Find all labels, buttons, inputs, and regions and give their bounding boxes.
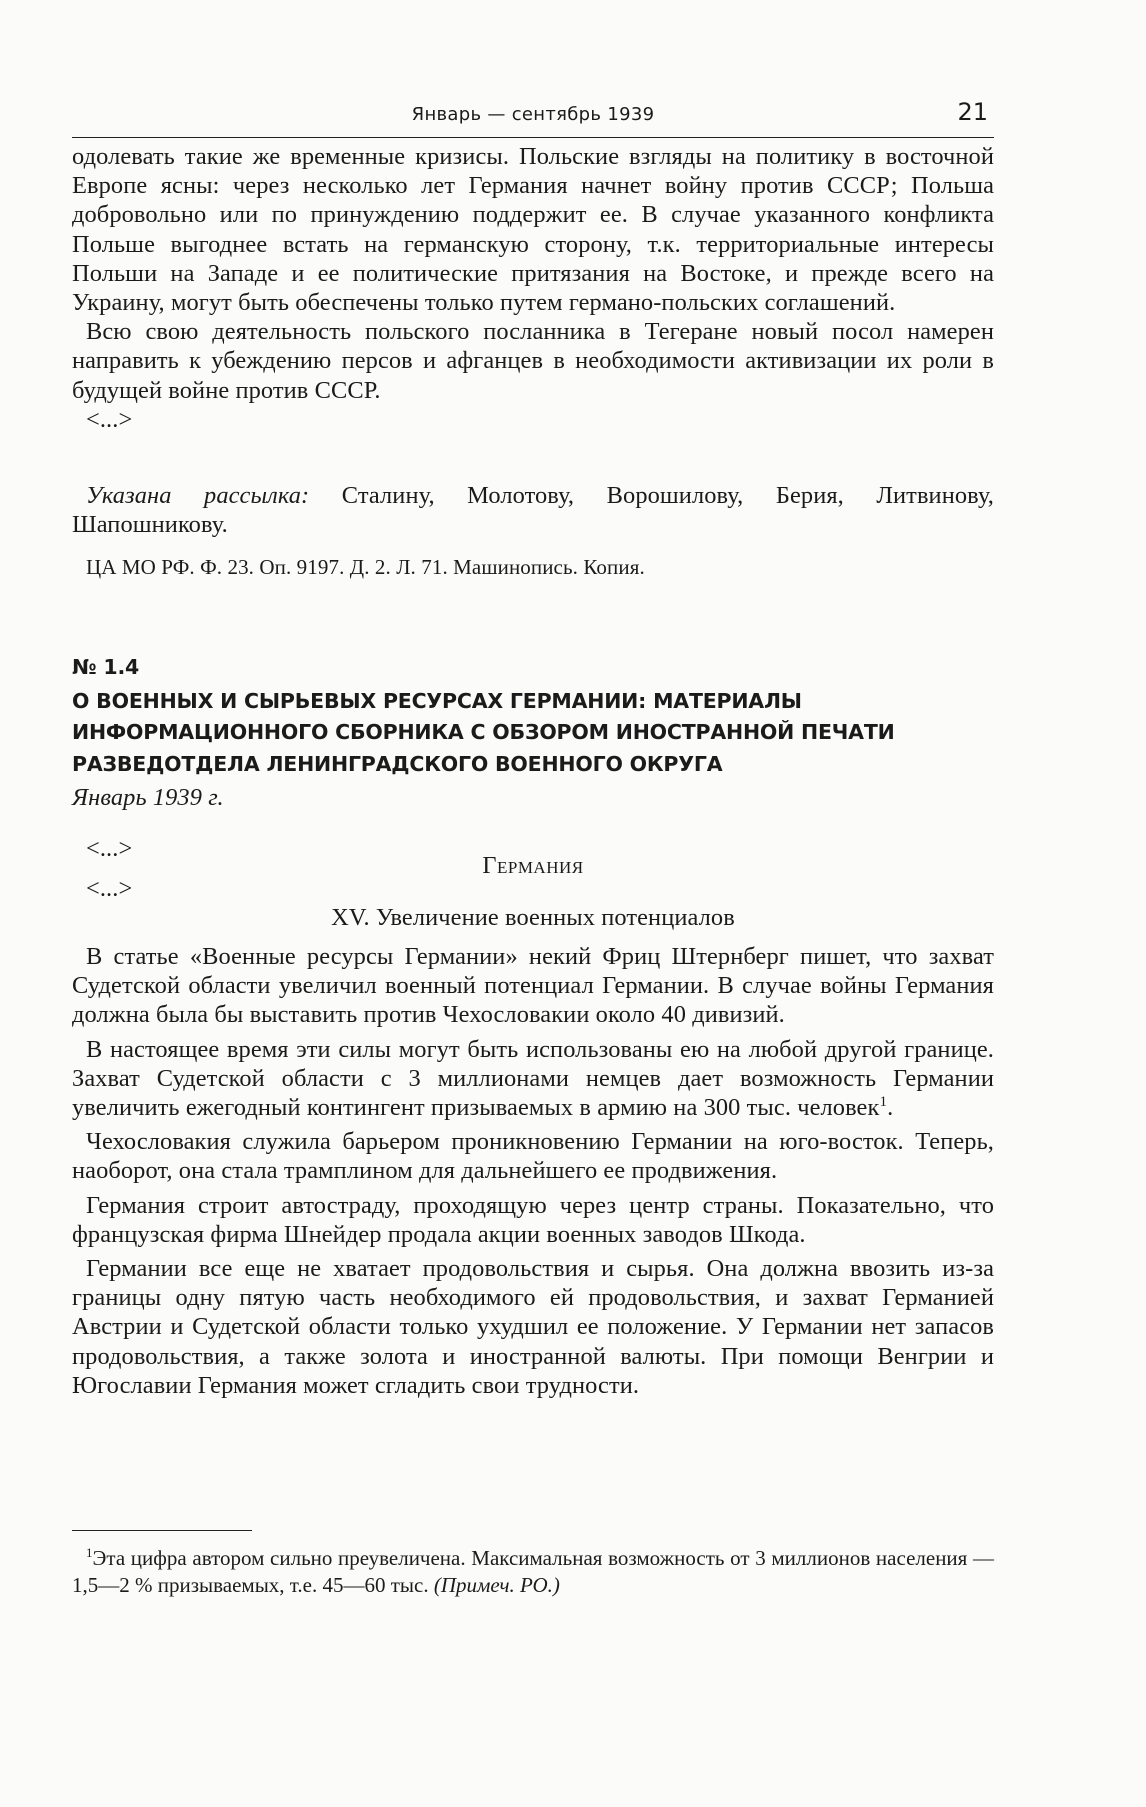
footnote-editor-note: (Примеч. РО.) bbox=[433, 1573, 560, 1597]
paragraph: Чехословакия служила барьером проникновению Германии на юго-восток. Теперь, наоборот, она стала трамплином для дальнейшего ее продвижения. bbox=[72, 1128, 994, 1185]
footnote-reference: 1 bbox=[879, 1093, 888, 1110]
header-rule bbox=[72, 137, 994, 138]
paragraph: одолевать такие же временные кризисы. Польские взгляды на политику в восточной Европе ясны: через несколько лет Германия начнет войну против СССР; Польша добровольно или по принуждению поддержит ее. В случае указанного конфликта Польше выгоднее встать на германскую сторону, т.к. территориальные интересы Польши на Западе и ее политические притязания на Востоке, и прежде всего на Украину, могут быть обеспечены только путем германо-польских соглашений. bbox=[72, 143, 994, 317]
continued-text bbox=[72, 142, 994, 434]
paragraph: Германии все еще не хватает продовольствия и сырья. Она должна ввозить из-за границы одну пятую часть необходимого ей продовольствия, и захват Германией Австрии и Судетской области только ухудшил ее положение. У Германии нет запасов продовольствия, а также золота и иностранной валюты. При помощи Венгрии и Югославии Германия может сгладить свои трудности. bbox=[72, 1255, 994, 1399]
paragraph: В статье «Военные ресурсы Германии» некий Фриц Штернберг пишет, что захват Судетской области увеличил военный потенциал Германии. В случае войны Германия должна была бы выставить против Чехословакии около 40 дивизий. bbox=[72, 943, 994, 1029]
main-text bbox=[72, 942, 994, 1400]
omission-mark: <...> bbox=[86, 405, 133, 433]
omission-mark: <...> bbox=[86, 835, 133, 862]
running-header bbox=[72, 98, 994, 138]
paragraph: Всю свою деятельность польского посланника в Тегеране новый посол намерен направить к убеждению персов и афганцев в необходимости активизации их роли в будущей войне против СССР. bbox=[72, 318, 994, 404]
footnote-rule bbox=[72, 1530, 252, 1531]
document-number: № 1.4 bbox=[72, 655, 140, 679]
document-title-line-3: РАЗВЕДОТДЕЛА ЛЕНИНГРАДСКОГО ВОЕННОГО ОКРУГА bbox=[72, 751, 723, 776]
distribution-label: Указана рассылка: bbox=[86, 482, 310, 509]
document-heading bbox=[72, 653, 994, 779]
subsection-title-block bbox=[72, 903, 994, 932]
paragraph: Германия строит автостраду, проходящую через центр страны. Показательно, что французская фирма Шнейдер продала акции военных заводов Шкода. bbox=[72, 1191, 994, 1248]
distribution-text: Сталину, Молотову, Ворошилову, Берия, Литвинову, Шапошникову. bbox=[72, 482, 994, 539]
archive-ref: ЦА МО РФ. Ф. 23. Оп. 9197. Д. 2. Л. 71. Машинопись. Копия. bbox=[86, 555, 645, 579]
document-title-line-1: О ВОЕННЫХ И СЫРЬЕВЫХ РЕСУРСАХ ГЕРМАНИИ: МАТЕРИАЛЫ bbox=[72, 689, 802, 714]
omission-mark: <...> bbox=[86, 875, 133, 902]
document-date: Январь 1939 г. bbox=[72, 784, 224, 811]
footnote-text: Эта цифра автором сильно преувеличена. Максимальная возможность от 3 миллионов населения — 1,5—2 % призываемых, т.е. 45—60 тыс. bbox=[72, 1546, 994, 1597]
subsection-title: XV. Увеличение военных потенциалов bbox=[331, 904, 735, 931]
document-date-block bbox=[72, 783, 994, 812]
archive-reference bbox=[72, 553, 994, 582]
running-title: Январь — сентябрь 1939 bbox=[411, 104, 655, 125]
paragraph: В настоящее время эти силы могут быть использованы ею на любой другой границе. Захват Судетской области с 3 миллионами немцев дает возможность Германии увеличить ежегодный контингент призываемых в армию на 300 тыс. человек$^1$. bbox=[72, 1035, 994, 1122]
footnote-mark: 1 bbox=[86, 1545, 93, 1560]
document-title-line-2: ИНФОРМАЦИОННОГО СБОРНИКА С ОБЗОРОМ ИНОСТРАННОЙ ПЕЧАТИ bbox=[72, 720, 895, 745]
distribution-note bbox=[72, 481, 994, 539]
section-header-block bbox=[72, 834, 994, 902]
footnote bbox=[72, 1545, 994, 1599]
section-title: Германия bbox=[482, 852, 584, 879]
page-number: 21 bbox=[957, 98, 988, 126]
